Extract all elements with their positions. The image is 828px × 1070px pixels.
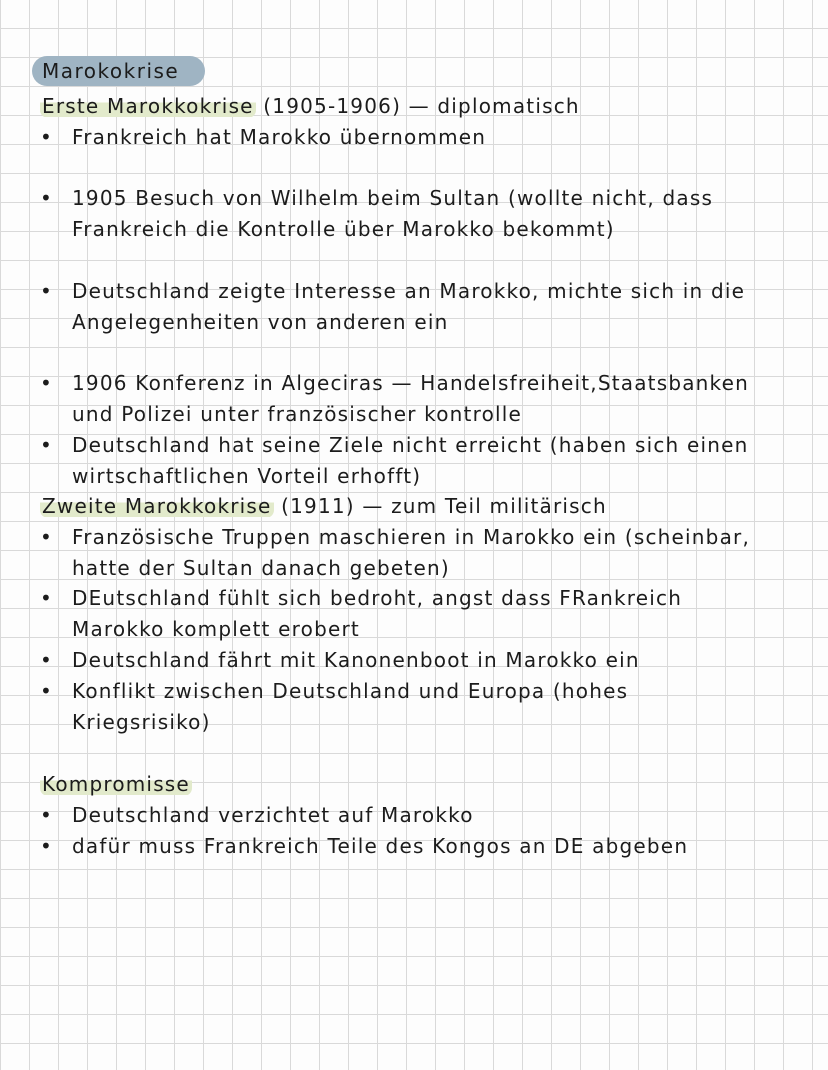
note-line: Angelegenheiten von anderen ein (72, 309, 449, 334)
note-line: Marokko komplett erobert (72, 617, 360, 642)
note-line: und Polizei unter französischer kontrolle (72, 402, 523, 426)
section-heading (40, 492, 607, 520)
note-line: Deutschland hat seine Ziele nicht erreicht (haben sich einen (72, 432, 749, 457)
section-heading-highlight: Kompromisse (42, 772, 190, 796)
bullet-icon: • (40, 186, 52, 211)
note-line: wirtschaftlichen Vorteil erhofft) (72, 463, 422, 488)
bullet-icon: • (40, 124, 52, 149)
section-heading (40, 92, 580, 120)
bullet-icon: • (40, 432, 52, 457)
bullet-icon: • (40, 648, 52, 672)
note-line: Frankreich die Kontrolle über Marokko bekommt) (72, 217, 615, 242)
page-title: Marokokrise (32, 56, 205, 86)
note-line: Deutschland fährt mit Kanonenboot in Marokko ein (72, 648, 640, 672)
note-line: Kriegsrisiko) (72, 709, 211, 734)
bullet-icon: • (40, 371, 52, 396)
note-line: DEutschland fühlt sich bedroht, angst dass FRankreich (72, 586, 683, 611)
note-line: Deutschland verzichtet auf Marokko (72, 802, 474, 827)
note-line: hatte der Sultan danach gebeten) (72, 555, 450, 580)
bullet-icon: • (40, 524, 52, 549)
section-heading-detail: (1905-1906) — diplomatisch (255, 94, 580, 118)
section-heading-highlight: Erste Marokkokrise (42, 94, 254, 118)
note-line: Deutschland zeigte Interesse an Marokko, michte sich in die (72, 278, 746, 303)
note-line: Französische Truppen maschieren in Marokko ein (scheinbar, (72, 524, 751, 549)
section-heading-highlight: Zweite Marokkokrise (42, 494, 272, 518)
note-line: 1906 Konferenz in Algeciras — Handelsfreiheit,Staatsbanken (72, 371, 750, 396)
bullet-icon: • (40, 678, 52, 703)
note-line: 1905 Besuch von Wilhelm beim Sultan (wollte nicht, dass (72, 186, 714, 211)
section-heading (40, 770, 192, 798)
bullet-icon: • (40, 586, 52, 611)
bullet-icon: • (40, 833, 52, 858)
section-heading-detail: (1911) — zum Teil militärisch (273, 494, 607, 518)
bullet-icon: • (40, 278, 52, 303)
note-line: dafür muss Frankreich Teile des Kongos an DE abgeben (72, 833, 689, 858)
note-line: Frankreich hat Marokko übernommen (72, 124, 487, 149)
note-line: Konflikt zwischen Deutschland und Europa (hohes (72, 678, 629, 703)
bullet-icon: • (40, 802, 52, 827)
